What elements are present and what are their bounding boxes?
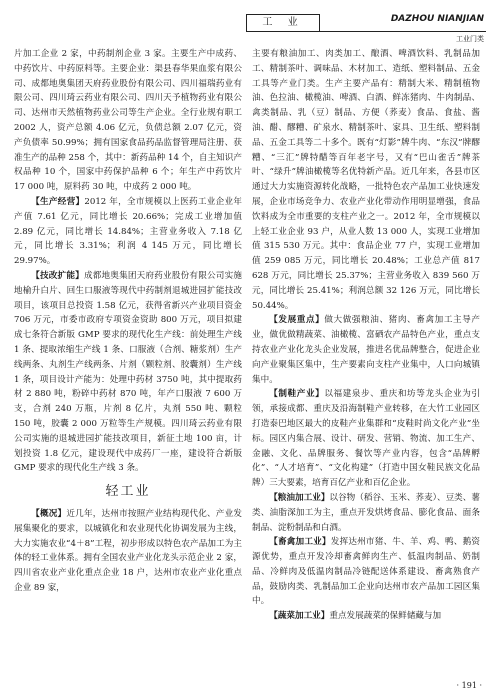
paragraph-text: 以谷物（稻谷、玉米、荞麦）、豆类、薯类、油脂深加工为主，重点开发烘烤食品、膨化食品、面条制品、淀粉制品和白酒。 xyxy=(252,492,480,533)
paragraph xyxy=(252,387,480,491)
paragraph-tag: 【粮油加工业】 xyxy=(269,492,330,503)
page-number: · 191 · xyxy=(456,681,482,690)
paragraph-text: 2012 年，全市规模以上医药工业企业年产值 7.61 亿元，同比增长 20.66%；完成工业增加值 2.89 亿元，同比增长 14.84%；主营业务收入 7.18 亿元，同比增长 3.31%；利润 4 145 万元，同比增长 29.97%。 xyxy=(14,196,242,267)
paragraph-text: 近几年，达州市按照产业结构现代化、产业发展集聚化的要求，以城镇化和农业现代化协调发展为主线，大力实施农业“4＋8”工程，初步形成以特色农产品加工为主体的轻工业体系。拥有全国农业产业化龙头示范企业 2 家，四川省农业产业化重点企业 18 户，达州市农业产业化重点企业 89 家， xyxy=(14,508,242,593)
paragraph xyxy=(14,269,242,476)
yearbook-title: DAZHOU NIANJIAN xyxy=(390,14,484,24)
paragraph-tag: 【概况】 xyxy=(31,508,67,519)
paragraph xyxy=(252,313,480,387)
paragraph-tag: 【蔬菜加工业】 xyxy=(269,611,330,622)
paragraph-tag: 【技改扩能】 xyxy=(31,270,84,281)
category-label: 工业门类 xyxy=(456,35,484,43)
section-label: 工 业 xyxy=(246,14,320,32)
left-column xyxy=(14,47,242,596)
paragraph xyxy=(252,609,480,624)
paragraph xyxy=(252,535,480,609)
right-column xyxy=(252,47,480,624)
paragraph-text: 重点发展蔬菜的保鲜储藏与加 xyxy=(329,611,442,622)
paragraph-tag: 【生产经营】 xyxy=(31,196,85,207)
paragraph-text: 片加工企业 2 家，中药制剂企业 3 家。主要生产中成药、中药饮片、中药原料等。主要企业：渠县春华果血浆有限公司、成都地奥集团天府药业股份有限公司、四川福瑞药业有限公司、四川琦云药业有限公司、四川天予植物药业有限公司、达州市天然植物药业公司等生产企业。全行业规有职工 2002 人，资产总额 4.06 亿元，负债总额 2.07 亿元，资产负债率 50.99%；拥有国家食品药品监督管理局注册、获准生产的品种 258 个，其中：新药品种 14 个，自主知识产权品种 10 个，国家中药保护品种 6 个；年生产中药饮片 17 000 吨，原料药 30 吨，中成药 2 000 吨。 xyxy=(14,49,242,193)
paragraph-text: 以福建泉步、重庆和坊等龙头企业为引领，承接成都、重庆及沿海制鞋产业转移，在大竹工业园区打造泰巴地区最大的皮鞋产业集群和“皮鞋时尚文化产业”坐标。园区内集合展、设计、研发、营销、物流、加工生产、金融、文化、品牌服务、餐饮等产业内容，包含“品牌孵化”、“人才培育”、“文化构建”（打造中国女鞋民族文化品牌）三大要素，培育百亿产业和百亿企业。 xyxy=(252,389,480,489)
section-title: 轻工业 xyxy=(105,484,151,500)
paragraph-text: 做大做强粮油、猪肉、畜禽加工主导产业，做优做精蔬菜、油橄榄、富硒农产品特色产业，重点支持农业产业化龙头企业发展，推进名优品牌整合，促进企业向产业聚集区集中，生产要素向支柱产业集中，人口向城镇集中。 xyxy=(252,315,480,385)
paragraph xyxy=(252,491,480,535)
paragraph xyxy=(14,47,242,195)
header-rule xyxy=(246,31,486,32)
paragraph-tag: 【发展重点】 xyxy=(269,315,325,326)
paragraph-text: 主要有粮油加工、肉类加工、酿酒、啤酒饮料、乳制品加工、精制茶叶、调味品、木材加工、造纸、塑料制品、五金工具等产业门类。生产主要产品有：精制大米、精制植物油、色拉油、橄榄油、啤酒、白酒、鲜冻猪肉、牛肉制品、禽类制品、乳（豆）制品、方便（荞麦）食品、食盐、酱油、醋、醪糟、矿泉水、精制茶叶、家具、卫生纸、塑料制品、五金工具等二十多个。既有“灯影”牌牛肉、“东汉”牌醪糟、“三汇”牌特醋等百年老字号，又有“巴山雀舌”牌茶叶、“绿升”牌油橄榄等名优特新产品。近几年来，各县市区通过大力实施资源转化战略，一批特色农产品加工业快速发展，企业市场竞争力、农业产业化带动作用明显增强，食品饮料成为全市重要的支柱产业之一。2012 年，全市规模以上轻工业企业 93 户，从业人数 13 000 人，实现工业增加值 315 530 万元。其中：食品企业 77 户，实现工业增加值 259 085 万元，同比增长 20.48%；工业总产值 817 628 万元，同比增长 25.37%；主营业务收入 839 560 万元，同比增长 25.41%；利润总额 32 126 万元，同比增长 50.44%。 xyxy=(252,49,480,311)
paragraph-text: 发挥达州市猪、牛、羊、鸡、鸭、鹅资源优势，重点开发冷却畜禽鲜肉生产、低温肉制品、奶制品、冷鲜肉及低温肉制品冷链配送体系建设、畜禽熟食产品，鼓励肉类、乳制品加工企业向达州市农产品加工园区集中。 xyxy=(252,537,480,607)
paragraph xyxy=(14,507,242,596)
paragraph xyxy=(252,47,480,313)
paragraph xyxy=(14,195,242,269)
paragraph-text: 成都地奥集团天府药业股份有限公司实施地榆升白片、回生口服液等现代中药制剂退城进园扩能技改项目，该项目总投资 1.58 亿元，获得省新兴产业项目资金 706 万元，市委市政府专项资金资助 800 万元，项目拟建成七条符合新版 GMP 要求的现代化生产线：前处理生产线 1 条、提取浓缩生产线 1 条、口服液（合剂、糖浆剂）生产线两条、丸剂生产线两条、片剂（颗粒剂、胶囊剂）生产线 1 条，项目设计产能为：处理中药材 3750 吨，其中提取药材 2 880 吨，粉碎中药材 870 吨，年产口服液 7 600 万支，合剂 240 万瓶，片剂 8 亿片，丸剂 550 吨、颗粒 150 吨，胶囊 2 000 万粒等生产规模。四川琦云药业有限公司实施的退城进园扩能技改项目，新征土地 100 亩，计划投资 1.8 亿元，建设现代中成药厂一座，建设符合新版 GMP 要求的现代化生产线 3 条。 xyxy=(14,270,242,474)
paragraph-tag: 【制鞋产业】 xyxy=(269,389,325,400)
paragraph-tag: 【畜禽加工业】 xyxy=(269,537,331,548)
page-header xyxy=(14,8,486,42)
